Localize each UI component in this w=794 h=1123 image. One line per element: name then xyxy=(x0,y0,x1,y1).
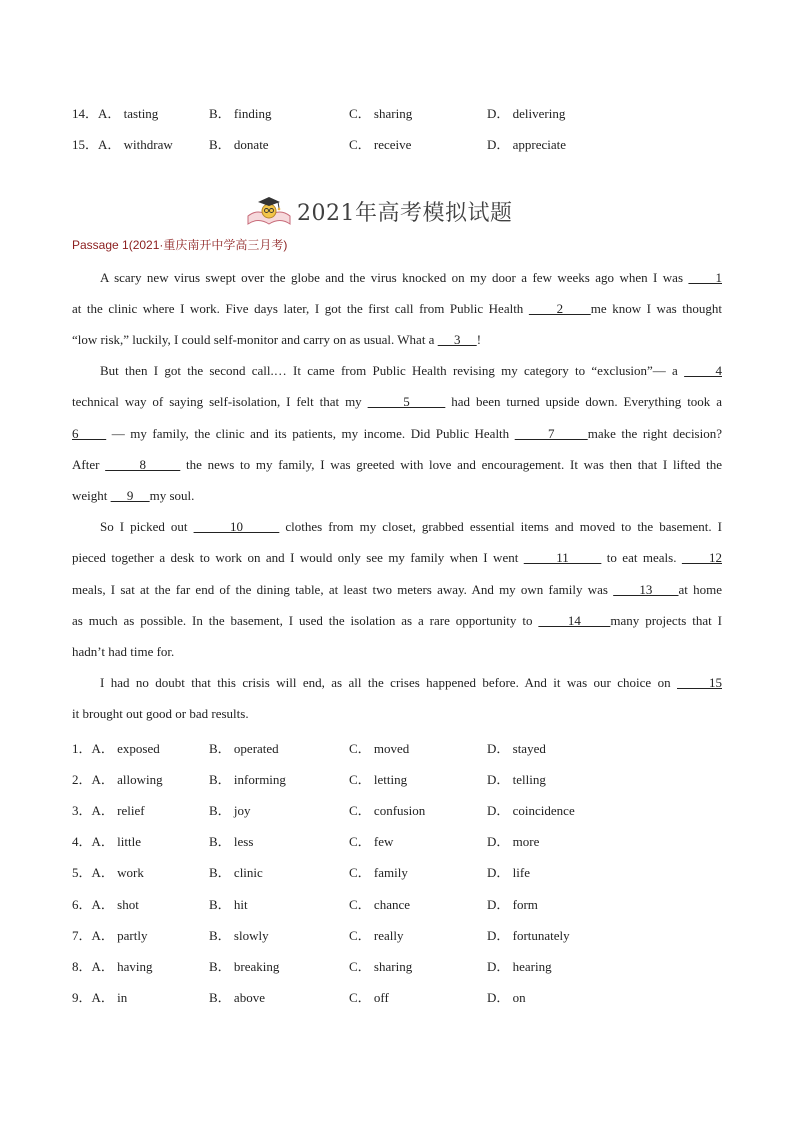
option-d: D． stayed xyxy=(487,741,546,756)
option-row-14 xyxy=(72,103,732,123)
option-row-15 xyxy=(72,134,732,154)
passage-line: “low risk,” luckily, I could self-monitor and carry on as usual. What a 3 ! xyxy=(72,332,482,347)
option-d: D． delivering xyxy=(487,106,566,121)
option-row-4 xyxy=(72,831,732,851)
option-b: B． less xyxy=(209,834,254,849)
option-row-9 xyxy=(72,987,732,1007)
answer-blank: 15 xyxy=(677,675,722,690)
option-row-6 xyxy=(72,894,732,914)
answer-blank: 13 xyxy=(613,582,679,597)
answer-blank: 12 xyxy=(681,550,722,565)
option-a: 15．A． withdraw xyxy=(72,137,173,152)
answer-blank: 3 xyxy=(437,332,477,347)
scholar-cap-book-icon xyxy=(244,194,294,228)
option-c: C． sharing xyxy=(349,106,413,121)
option-c: C． off xyxy=(349,990,389,1005)
passage-line: I had no doubt that this crisis will end, as all the crises happened before. And it was our choice on 15 xyxy=(100,675,722,690)
option-b: B． slowly xyxy=(209,928,269,943)
option-a: 2．A． allowing xyxy=(72,772,163,787)
passage-line: as much as possible. In the basement, I used the isolation as a rare opportunity to 14 many projects that I xyxy=(72,613,722,628)
passage-line: 6 — my family, the clinic and its patients, my income. Did Public Health 7 make the right decision? xyxy=(72,426,723,441)
option-b: B． above xyxy=(209,990,265,1005)
option-c: C． family xyxy=(349,865,408,880)
option-row-7 xyxy=(72,925,732,945)
option-c: C． really xyxy=(349,928,404,943)
option-d: D． life xyxy=(487,865,530,880)
option-a: 8．A． having xyxy=(72,959,153,974)
passage-line: But then I got the second call.… It came from Public Health revising my category to “exclusion”— a 4 xyxy=(100,363,722,378)
option-d: D． fortunately xyxy=(487,928,570,943)
answer-blank: 6 xyxy=(72,426,107,441)
option-b: B． finding xyxy=(209,106,272,121)
option-a: 14．A． tasting xyxy=(72,106,159,121)
answer-blank: 14 xyxy=(538,613,611,628)
answer-blank: 4 xyxy=(684,363,722,378)
passage-label: Passage 1(2021·重庆南开中学高三月考) xyxy=(72,238,288,252)
passage-line: it brought out good or bad results. xyxy=(72,706,249,721)
answer-blank: 2 xyxy=(528,301,591,316)
answer-blank: 10 xyxy=(193,519,280,534)
answer-blank: 8 xyxy=(105,457,181,472)
option-d: D． coincidence xyxy=(487,803,575,818)
option-d: D． telling xyxy=(487,772,546,787)
passage-line: After 8 the news to my family, I was greeted with love and encouragement. It was then that I lifted the xyxy=(72,457,722,472)
option-c: C． moved xyxy=(349,741,410,756)
option-c: C． few xyxy=(349,834,394,849)
option-c: C． confusion xyxy=(349,803,426,818)
option-a: 4．A． little xyxy=(72,834,141,849)
option-b: B． joy xyxy=(209,803,251,818)
option-a: 7．A． partly xyxy=(72,928,148,943)
option-d: D． appreciate xyxy=(487,137,567,152)
option-b: B． informing xyxy=(209,772,286,787)
answer-blank: 1 xyxy=(688,270,722,285)
option-row-5 xyxy=(72,862,732,882)
option-row-2 xyxy=(72,769,732,789)
banner-title: 2021年高考模拟试题 xyxy=(297,201,513,226)
option-c: C． receive xyxy=(349,137,412,152)
option-b: B． hit xyxy=(209,897,248,912)
option-row-1 xyxy=(72,738,732,758)
passage-line: pieced together a desk to work on and I would only see my family when I went 11 to eat meals. 12 xyxy=(72,550,722,565)
option-c: C． letting xyxy=(349,772,408,787)
answer-blank: 7 xyxy=(514,426,588,441)
option-b: B． donate xyxy=(209,137,269,152)
option-c: C． chance xyxy=(349,897,411,912)
option-d: D． form xyxy=(487,897,538,912)
section-banner xyxy=(0,192,794,232)
passage-line: weight 9 my soul. xyxy=(72,488,195,503)
option-d: D． more xyxy=(487,834,540,849)
option-row-3 xyxy=(72,800,732,820)
option-a: 3．A． relief xyxy=(72,803,145,818)
option-row-8 xyxy=(72,956,732,976)
option-a: 5．A． work xyxy=(72,865,144,880)
option-a: 9．A． in xyxy=(72,990,128,1005)
option-d: D． on xyxy=(487,990,526,1005)
passage-line: meals, I sat at the far end of the dining table, at least two meters away. And my own family was 13 at home xyxy=(72,582,723,597)
option-b: B． breaking xyxy=(209,959,280,974)
option-a: 6．A． shot xyxy=(72,897,139,912)
passage-line: So I picked out 10 clothes from my closet, grabbed essential items and moved to the basement. I xyxy=(100,519,722,534)
option-d: D． hearing xyxy=(487,959,552,974)
passage-line: technical way of saying self-isolation, I felt that my 5 had been turned upside down. Everything took a xyxy=(72,394,723,409)
passage-line: at the clinic where I work. Five days later, I got the first call from Public Health 2 me know I was thought xyxy=(72,301,723,316)
answer-blank: 5 xyxy=(367,394,446,409)
passage-line: hadn’t had time for. xyxy=(72,644,175,659)
answer-blank: 9 xyxy=(110,488,150,503)
answer-blank: 11 xyxy=(523,550,602,565)
option-a: 1．A． exposed xyxy=(72,741,160,756)
passage-line: A scary new virus swept over the globe and the virus knocked on my door a few weeks ago when I was 1 xyxy=(100,270,722,285)
option-b: B． clinic xyxy=(209,865,263,880)
option-c: C． sharing xyxy=(349,959,413,974)
option-b: B． operated xyxy=(209,741,279,756)
